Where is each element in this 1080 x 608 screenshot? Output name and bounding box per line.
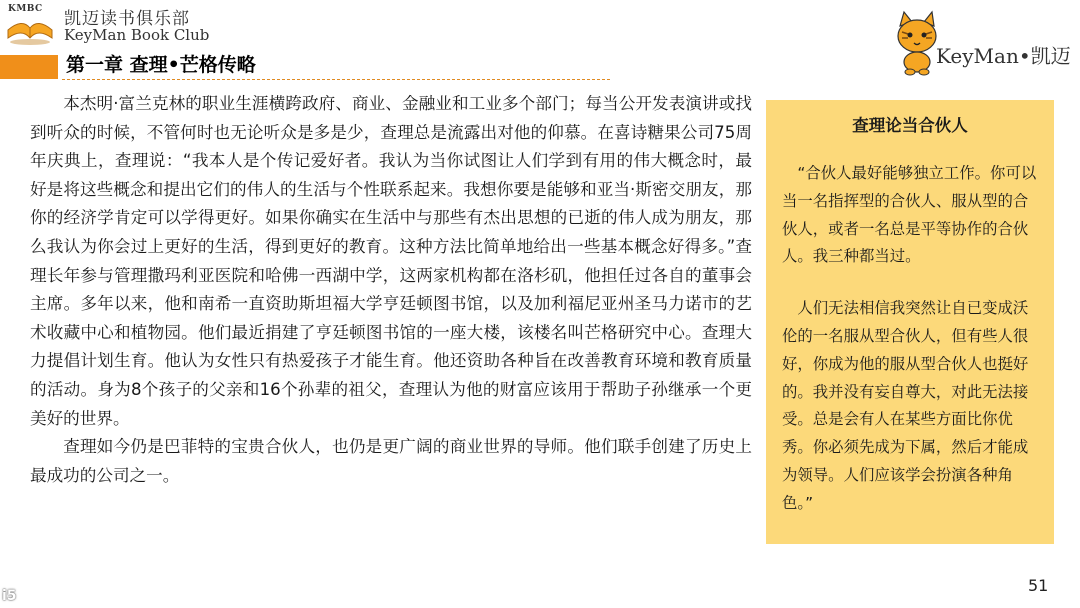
main-body	[30, 90, 752, 490]
brand-logo-text: KeyMan•凯迈	[936, 44, 1071, 68]
club-name-en: KeyMan Book Club	[64, 26, 210, 44]
watermark: i5	[2, 588, 17, 604]
chapter-title: 第一章 查理•芒格传略	[66, 54, 256, 76]
sidebar-title: 查理论当合伙人	[852, 116, 968, 135]
book-logo-icon	[4, 4, 56, 48]
body-paragraph-1: 本杰明·富兰克林的职业生涯横跨政府、商业、金融业和工业多个部门；每当公开发表演讲或找到听众的时候，不管何时也无论听众是多是少，查理总是流露出对他的仰慕。在喜诗糖果公司75周年庆典上，查理说：“我本人是个传记爱好者。我认为当你试图让人们学到有用的伟大概念时，最好是将这些概念和提出它们的伟人的生活与个性联系起来。我想你要是能够和亚当·斯密交朋友，那你的经济学肯定可以学得更好。如果你确实在生活中与那些有杰出思想的已逝的伟人成为朋友，那么我认为你会过上更好的生活，得到更好的教育。这种方法比简单地给出一些基本概念好得多。”查理长年参与管理撒玛利亚医院和哈佛一西湖中学，这两家机构都在洛杉矶，他担任过各自的董事会主席。多年以来，他和南希一直资助斯坦福大学亨廷顿图书馆，以及加利福尼亚州圣马力诺市的艺术收藏中心和植物园。他们最近捐建了亨廷顿图书馆的一座大楼，该楼名叫芒格研究中心。查理大力提倡计划生育。他认为女性只有热爱孩子才能生育。他还资助各种旨在改善教育环境和教育质量的活动。身为8个孩子的父亲和16个孙辈的祖父，查理认为他的财富应该用于帮助子孙继承一个更美好的世界。	[30, 94, 752, 428]
keyman-logo	[888, 6, 1071, 76]
sidebar-quote-1: “合伙人最好能够独立工作。你可以当一名指挥型的合伙人、服从型的合伙人，或者一名总是平等协作的合伙人。我三种都当过。	[782, 164, 1037, 266]
club-name-cn: 凯迈读书俱乐部	[64, 9, 190, 29]
body-paragraph-2: 查理如今仍是巴菲特的宝贵合伙人，也仍是更广阔的商业世界的导师。他们联手创建了历史上最成功的公司之一。	[30, 437, 752, 485]
kmbc-logo-text: KMBC	[8, 4, 43, 14]
chapter-accent-bar	[0, 55, 58, 79]
quote-sidebar	[766, 100, 1054, 544]
chapter-divider	[62, 79, 610, 80]
sidebar-quote-2: 人们无法相信我突然让自已变成沃伦的一名服从型合伙人，但有些人很好，你成为他的服从型合伙人也挺好的。我并没有妄自尊大，对此无法接受。总是会有人在某些方面比你优秀。你必须先成为下属，然后才能成为领导。人们应该学会扮演各种角色。”	[782, 299, 1029, 512]
page-number: 51	[1028, 576, 1049, 595]
